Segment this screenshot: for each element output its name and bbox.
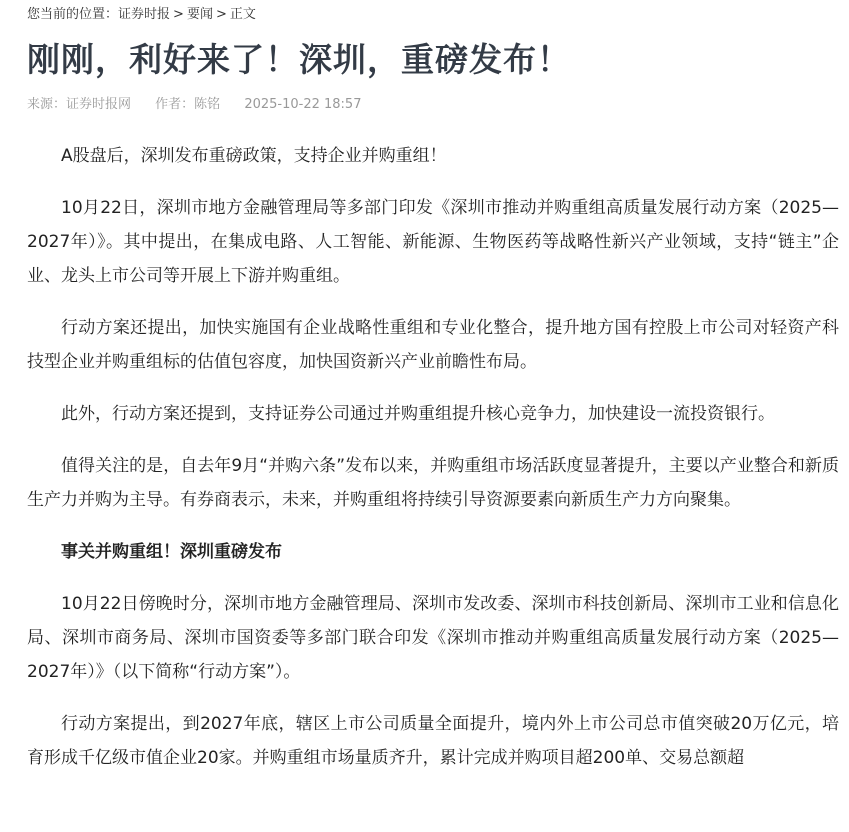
breadcrumb-separator: > xyxy=(215,7,227,22)
article-author: 作者：陈铭 xyxy=(155,97,221,112)
article-paragraph: 此外，行动方案还提到，支持证券公司通过并购重组提升核心竞争力，加快建设一流投资银行。 xyxy=(61,404,775,424)
article-datetime: 2025-10-22 18:57 xyxy=(244,97,362,112)
article-paragraph: 行动方案提出，到2027年底，辖区上市公司质量全面提升，境内外上市公司总市值突破20万亿元，培育形成千亿级市值企业20家。并购重组市场量质齐升，累计完成并购项目超200单、交易总额超 xyxy=(27,714,839,768)
breadcrumb-prefix: 您当前的位置： xyxy=(27,7,119,22)
breadcrumb xyxy=(27,5,256,25)
article-subheading: 事关并购重组！深圳重磅发布 xyxy=(61,542,282,562)
article-paragraph: 值得关注的是，自去年9月“并购六条”发布以来，并购重组市场活跃度显著提升，主要以产业整合和新质生产力并购为主导。有券商表示，未来，并购重组将持续引导资源要素向新质生产力方向聚集。 xyxy=(27,456,839,510)
article-paragraph: 行动方案还提出，加快实施国有企业战略性重组和专业化整合，提升地方国有控股上市公司对轻资产科技型企业并购重组标的估值包容度，加快国资新兴产业前瞻性布局。 xyxy=(27,318,839,372)
article-paragraph: A股盘后，深圳发布重磅政策，支持企业并购重组！ xyxy=(61,146,447,166)
article-paragraph: 10月22日傍晚时分，深圳市地方金融管理局、深圳市发改委、深圳市科技创新局、深圳市工业和信息化局、深圳市商务局、深圳市国资委等多部门联合印发《深圳市推动并购重组高质量发展行动方案（2025—2027年）》（以下简称“行动方案”）。 xyxy=(27,594,839,682)
breadcrumb-separator: > xyxy=(173,7,184,22)
breadcrumb-link-headlines[interactable]: 要闻 xyxy=(186,7,213,22)
article-title: 刚刚，利好来了！深圳，重磅发布！ xyxy=(27,40,571,79)
breadcrumb-link-securities-times[interactable]: 证券时报 xyxy=(118,7,171,22)
article-meta xyxy=(27,95,381,115)
article-paragraph: 10月22日，深圳市地方金融管理局等多部门印发《深圳市推动并购重组高质量发展行动方案（2025—2027年）》。其中提出，在集成电路、人工智能、新能源、生物医药等战略性新兴产业领域，支持“链主”企业、龙头上市公司等开展上下游并购重组。 xyxy=(27,198,839,286)
article-body xyxy=(27,139,839,793)
breadcrumb-current: 正文 xyxy=(229,7,256,22)
article-source: 来源：证券时报网 xyxy=(27,97,132,112)
